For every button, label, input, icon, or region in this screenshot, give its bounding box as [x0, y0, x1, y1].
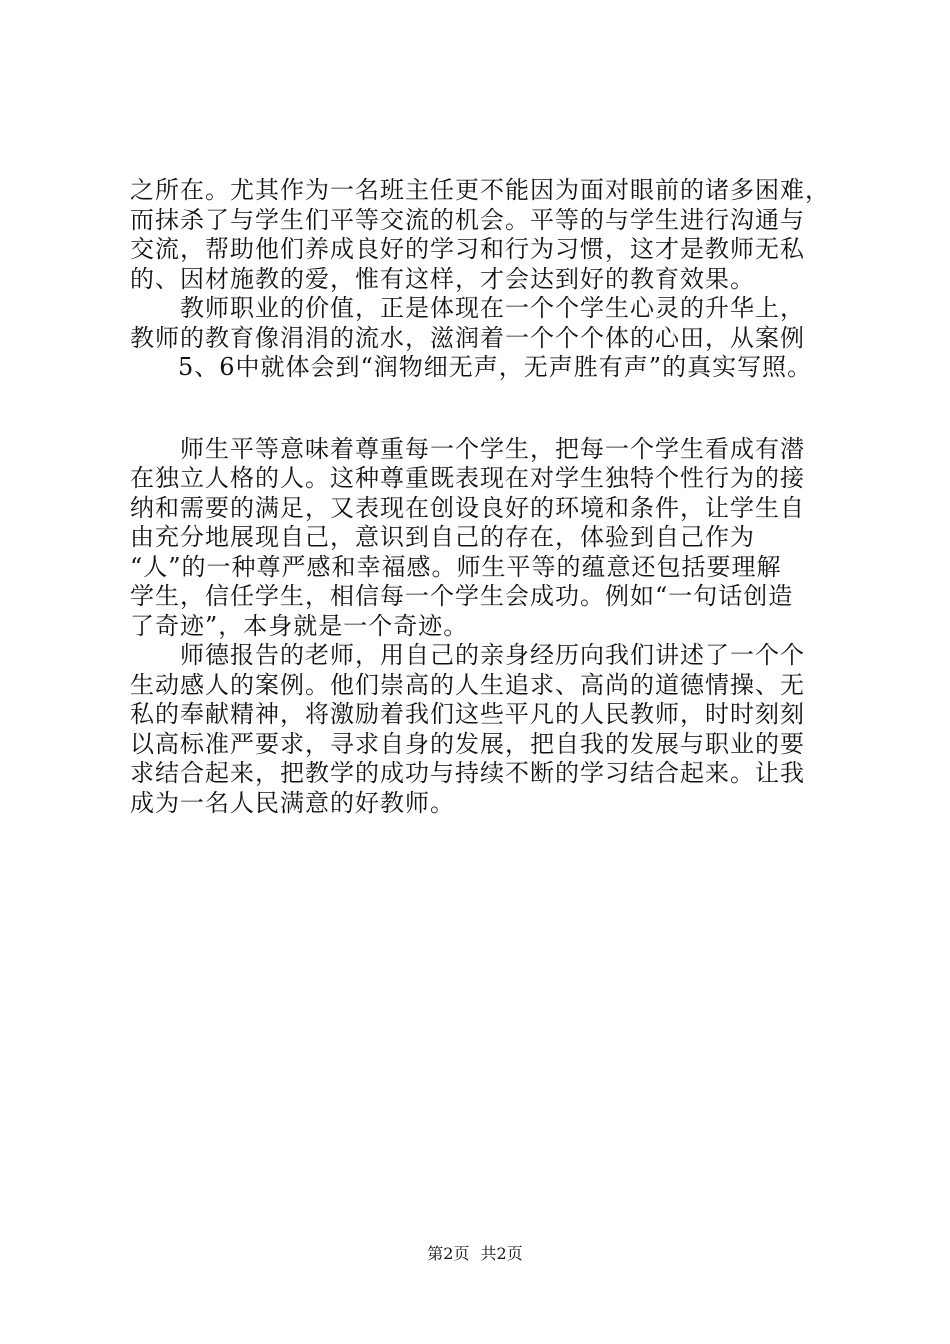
- text-line: 在独立人格的人。这种尊重既表现在对学生独特个性行为的接: [130, 464, 805, 492]
- paragraph-3: [130, 435, 830, 642]
- text-line: 教师的教育像涓涓的流水，滋润着一个个个体的心田，从案例: [130, 323, 805, 352]
- document-body: [130, 176, 830, 818]
- text-line: 的、因材施教的爱，惟有这样，才会达到好的教育效果。: [130, 264, 755, 293]
- page-number-total: 共2页: [480, 1244, 523, 1263]
- text-line: 交流，帮助他们养成良好的学习和行为习惯，这才是教师无私: [130, 235, 805, 263]
- text-line: 而抹杀了与学生们平等交流的机会。平等的与学生进行沟通与: [130, 205, 805, 234]
- paragraph-1: [130, 176, 830, 294]
- text-line: 以高标准严要求，寻求自身的发展，把自我的发展与职业的要: [130, 729, 805, 758]
- page-footer: [0, 1244, 950, 1264]
- text-line: 由充分地展现自己，意识到自己的存在，体验到自己作为: [130, 523, 755, 551]
- paragraph-4: [130, 641, 830, 818]
- text-line: 师生平等意味着尊重每一个学生，把每一个学生看成有潜: [180, 434, 805, 463]
- page-number-current: 第2页: [427, 1244, 470, 1263]
- text-line: 学生，信任学生，相信每一个学生会成功。例如“一句话创造: [130, 582, 794, 610]
- text-line: 求结合起来，把教学的成功与持续不断的学习结合起来。让我: [130, 759, 805, 787]
- text-line: “人”的一种尊严感和幸福感。师生平等的蕴意还包括要理解: [130, 552, 782, 581]
- paragraph-2: [130, 294, 830, 383]
- text-line: 之所在。尤其作为一名班主任更不能因为面对眼前的诸多困难，: [130, 176, 830, 204]
- text-line: 教师职业的价值，正是体现在一个个学生心灵的升华上，: [180, 294, 805, 322]
- text-line: 生动感人的案例。他们崇高的人生追求、高尚的道德情操、无: [130, 670, 805, 699]
- text-line: 5、6中就体会到“润物细无声，无声胜有声”的真实写照。: [178, 353, 813, 381]
- text-line: 纳和需要的满足，又表现在创设良好的环境和条件，让学生自: [130, 493, 805, 522]
- text-line: 成为一名人民满意的好教师。: [130, 788, 455, 817]
- text-line: 了奇迹”，本身就是一个奇迹。: [130, 611, 469, 640]
- text-line: 私的奉献精神，将激励着我们这些平凡的人民教师，时时刻刻: [130, 700, 805, 728]
- paragraph-spacer: [130, 383, 830, 435]
- text-line: 师德报告的老师，用自己的亲身经历向我们讲述了一个个: [180, 641, 805, 669]
